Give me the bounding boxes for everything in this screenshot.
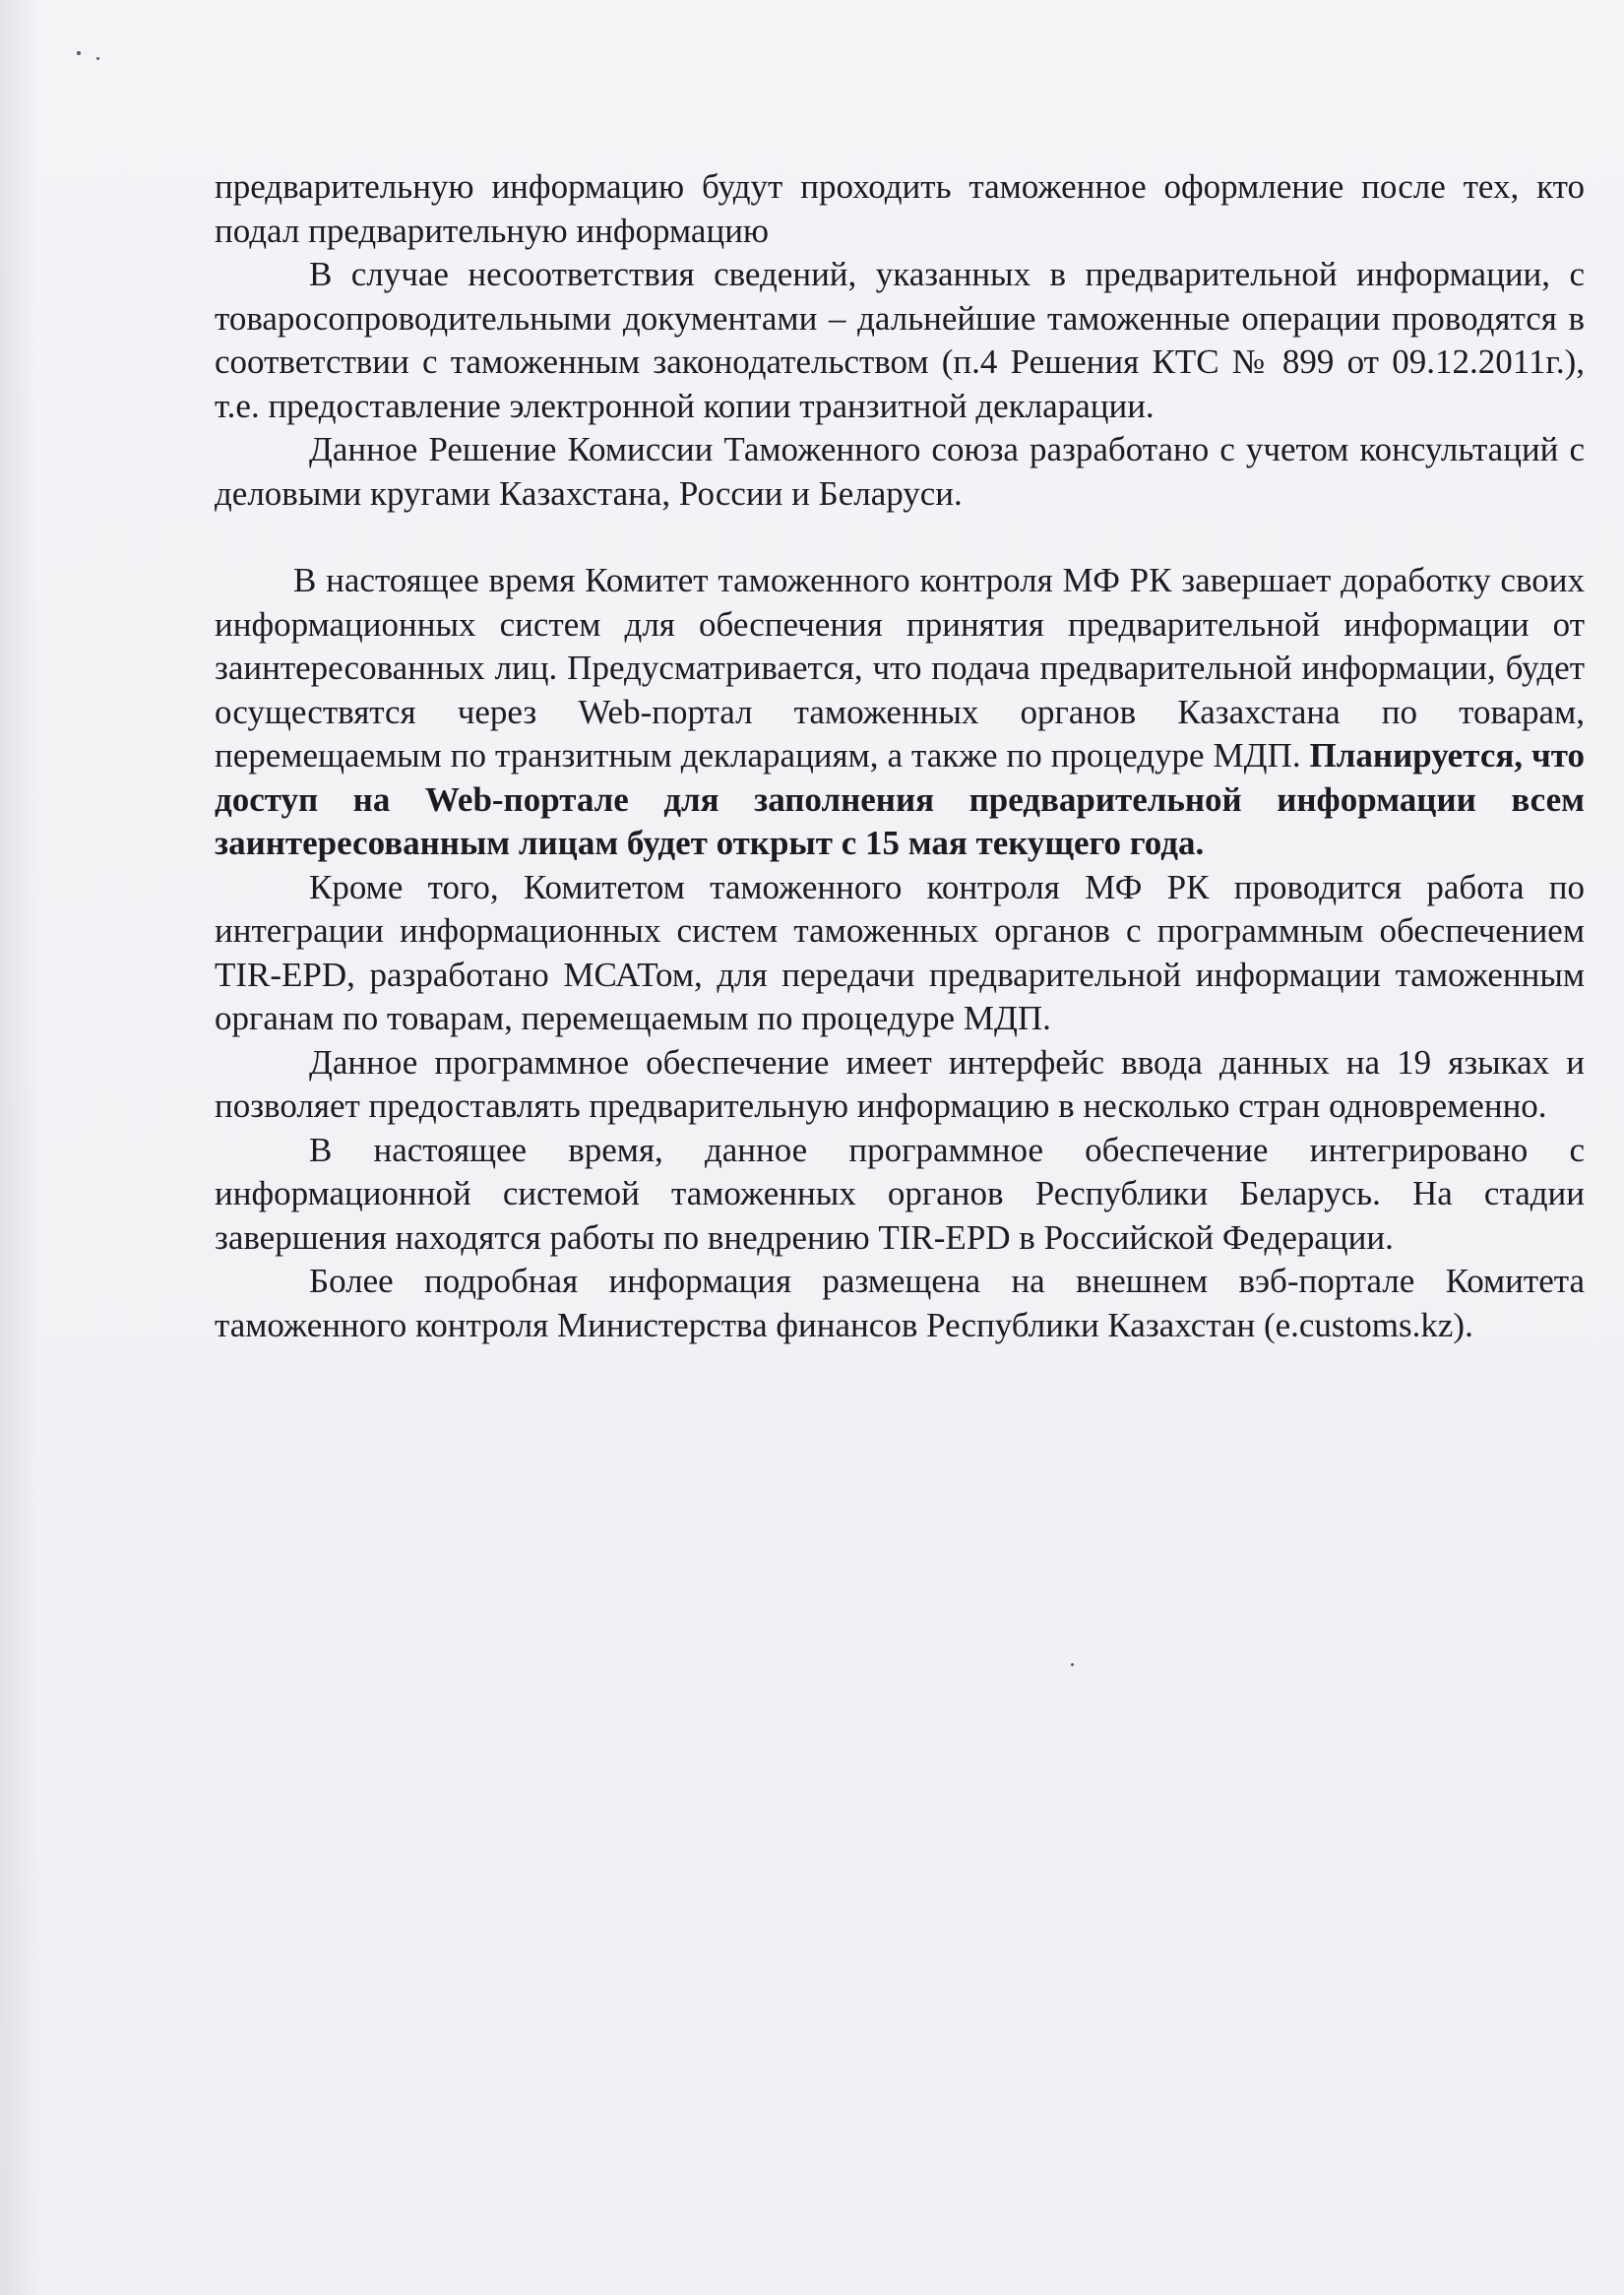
paragraph-3: Данное Решение Комиссии Таможенного союза разработано с учетом консультаций с деловыми кругами Казахстана, России и Беларуси. [215, 430, 1585, 513]
paragraph-7: В настоящее время, данное программное обеспечение интегрировано с информационной системой таможенных органов Республики Беларусь. На стадии завершения находятся работы по внедрению TIR-EPD в Российской Федерации. [215, 1130, 1585, 1257]
paragraph-1: предварительную информацию будут проходить таможенное оформление после тех, кто подал предварительную информацию [215, 167, 1585, 250]
paragraph-6: Данное программное обеспечение имеет интерфейс ввода данных на 19 языках и позволяет предоставлять предварительную информацию в несколько стран одновременно. [215, 1042, 1585, 1125]
paragraph-4-bold: Планируется, что доступ на Web-портале для заполнения предварительной информации всем заинтересованным лицам будет открыт с 15 мая текущего года. [215, 736, 1585, 862]
scan-speck [1071, 1663, 1074, 1666]
paragraph-4-text: В настоящее время Комитет таможенного контроля МФ РК завершает доработку своих информационных систем для обеспечения принятия предварительной информации от заинтересованных лиц. Предусматривается, что подача предварительной информации, будет осуществятся через Web-портал таможенных органов Казахстана по товарам, перемещаемым по транзитным декларациям, а также по процедуре МДП. [215, 561, 1585, 775]
scan-speck [96, 57, 99, 60]
document-body [215, 165, 1585, 1347]
paragraph-4 [215, 559, 1585, 866]
scan-speck [77, 51, 81, 55]
paragraph-2: В случае несоответствия сведений, указанных в предварительной информации, с товаросопроводительными документами – дальнейшие таможенные операции проводятся в соответствии с таможенным законодательством (п.4 Решения КТС № 899 от 09.12.2011г.), т.е. предоставление электронной копии транзитной декларации. [215, 255, 1585, 425]
paragraph-8: Более подробная информация размещена на внешнем вэб-портале Комитета таможенного контроля Министерства финансов Республики Казахстан (e.customs.kz). [215, 1262, 1585, 1344]
paragraph-5: Кроме того, Комитетом таможенного контроля МФ РК проводится работа по интеграции информационных систем таможенных органов с программным обеспечением TIR-EPD, разработано МСАТом, для передачи предварительной информации таможенным органам по товарам, перемещаемым по процедуре МДП. [215, 867, 1585, 1037]
